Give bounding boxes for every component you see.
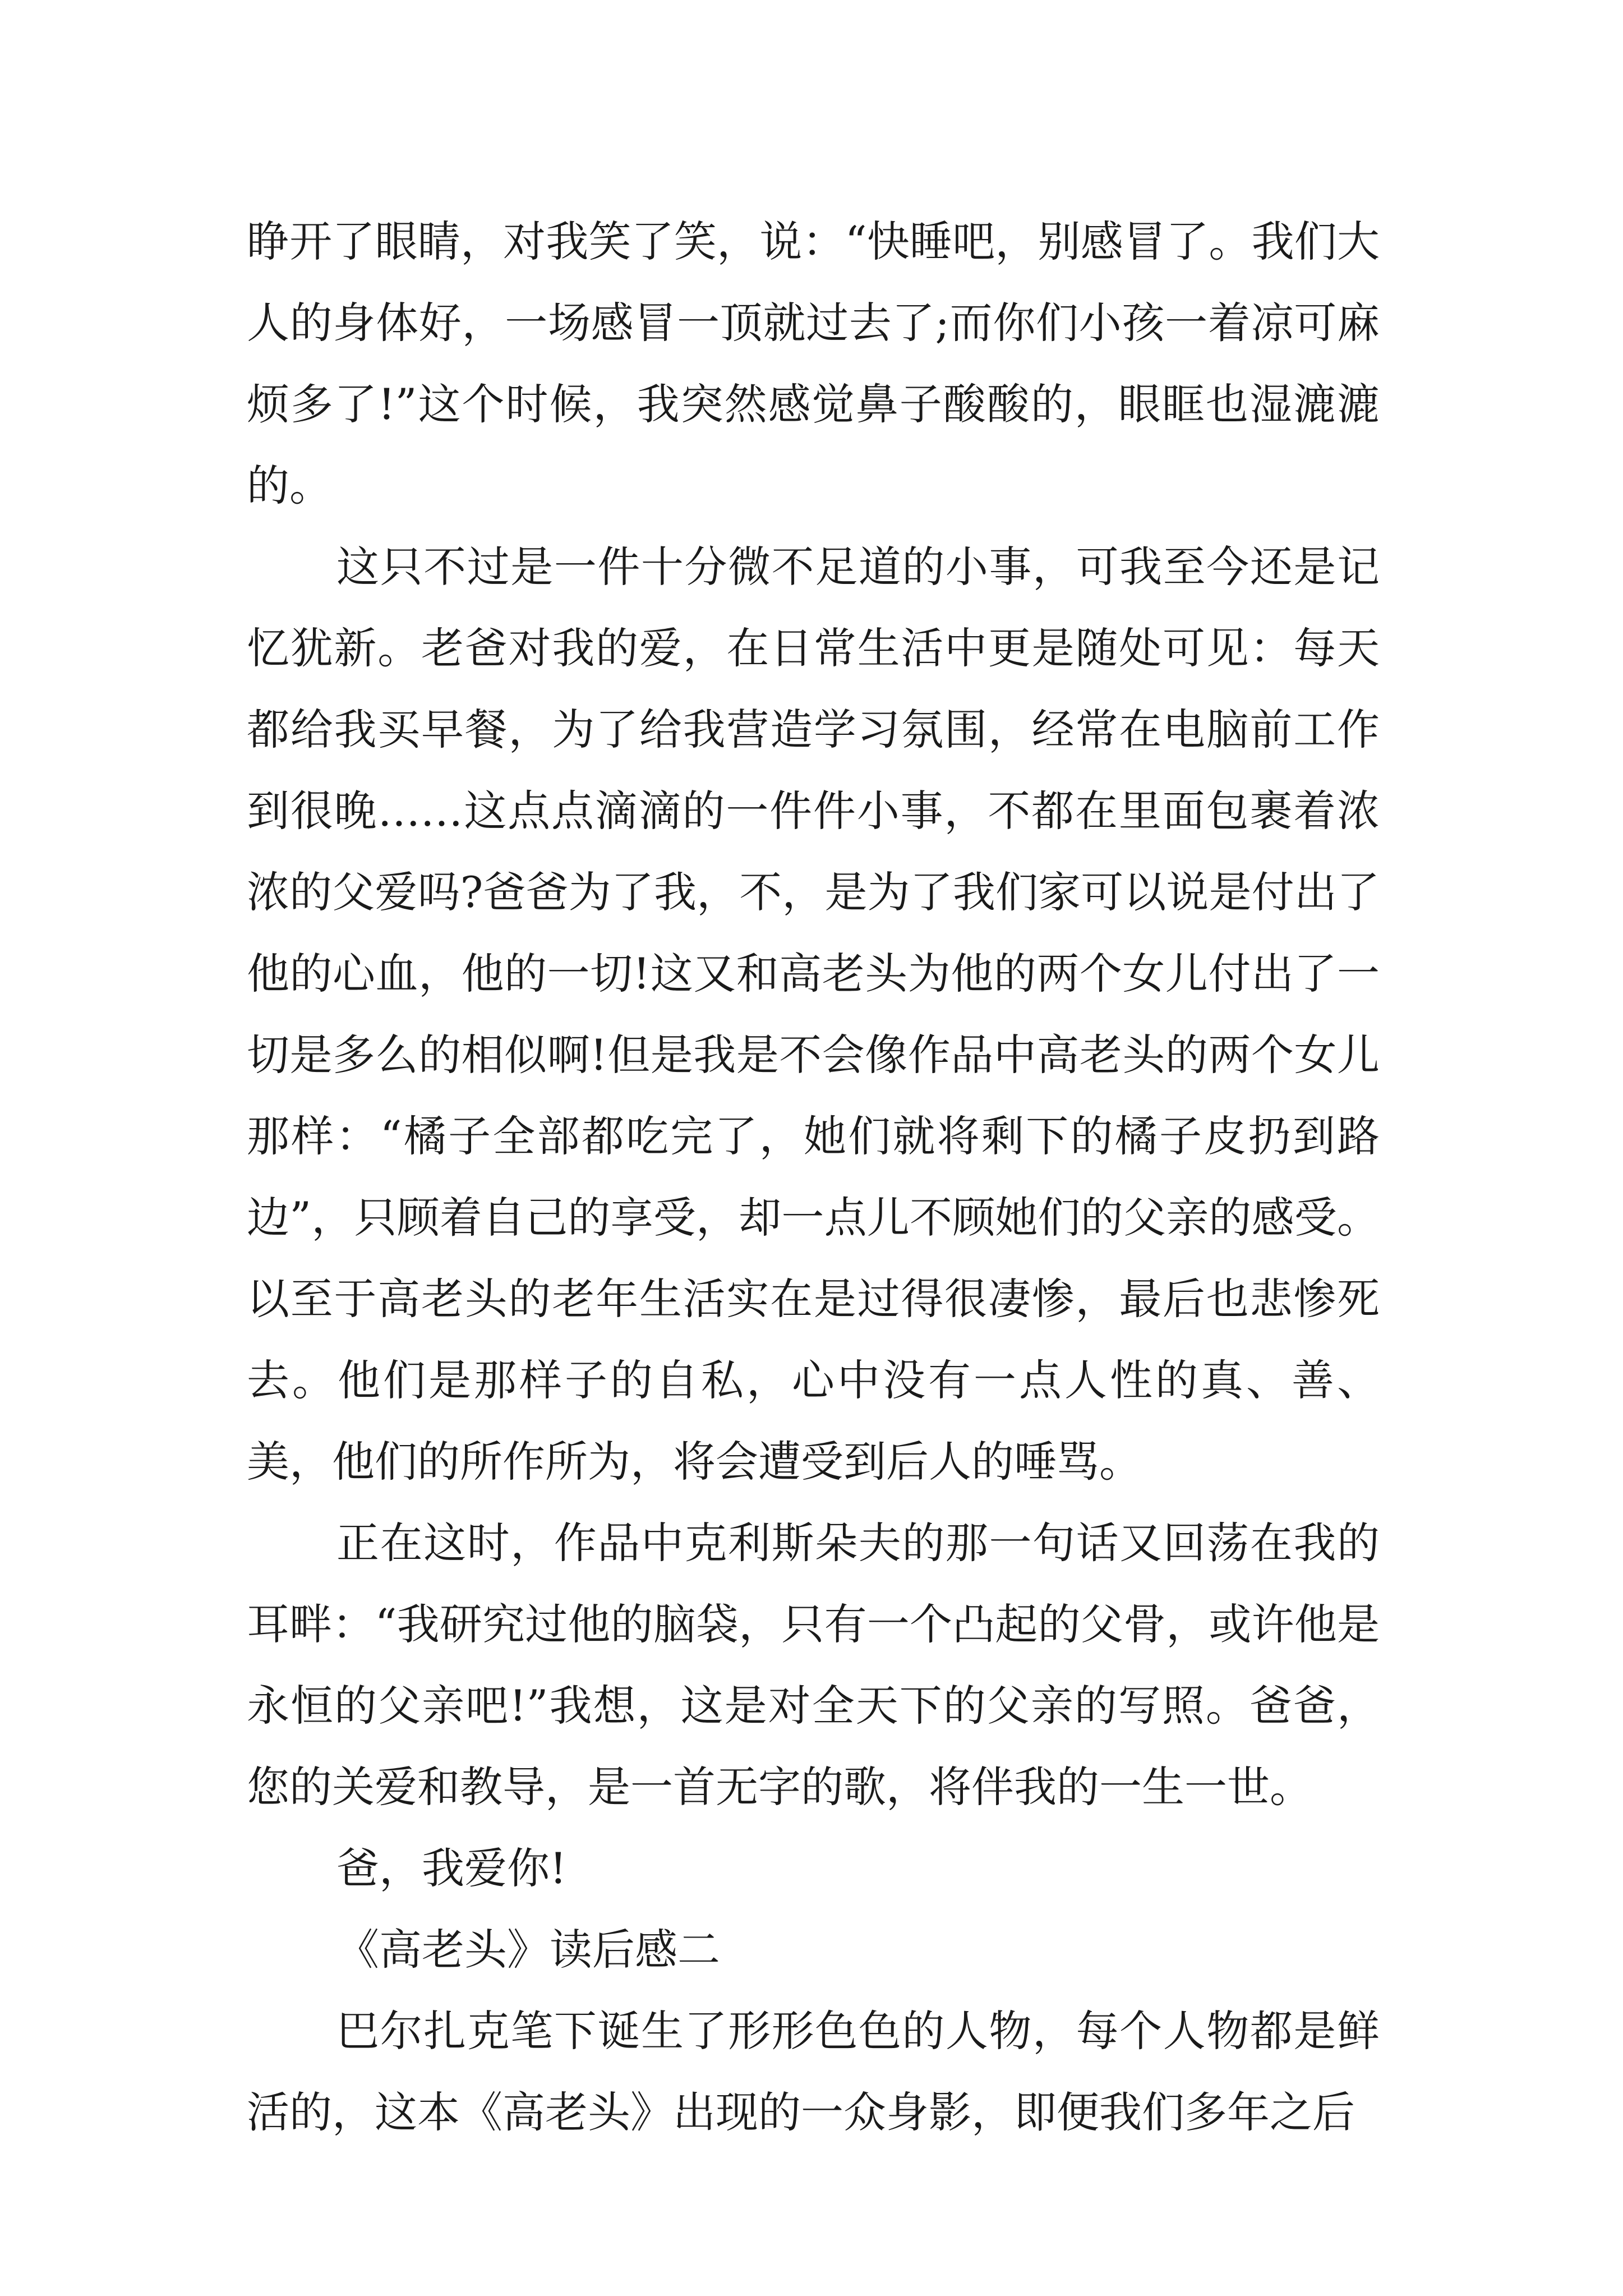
document-body [247, 201, 1380, 2153]
paragraph-balzac: 巴尔扎克笔下诞生了形形色色的人物，每个人物都是鲜活的，这本《高老头》出现的一众身影，即便我们多年之后 [247, 2006, 1380, 2137]
paragraph-father-love: 这只不过是一件十分微不足道的小事，可我至今还是记忆犹新。老爸对我的爱，在日常生活中更是随处可见：每天都给我买早餐，为了给我营造学习氛围，经常在电脑前工作到很晚……这点点滴滴的一件件小事，不都在里面包裹着浓浓的父爱吗?爸爸为了我，不，是为了我们家可以说是付出了他的心血，他的一切!这又和高老头为他的两个女儿付出了一切是多么的相似啊!但是我是不会像作品中高老头的两个女儿那样：“橘子全部都吃完了，她们就将剩下的橘子皮扔到路边”，只顾着自己的享受，却一点儿不顾她们的父亲的感受。以至于高老头的老年生活实在是过得很凄惨，最后也悲惨死去。他们是那样子的自私，心中没有一点人性的真、善、美，他们的所作所为，将会遭受到后人的唾骂。 [247, 542, 1380, 1487]
section-heading: 《高老头》读后感二 [336, 1925, 720, 1975]
paragraph-continued: 睁开了眼睛，对我笑了笑，说：“快睡吧，别感冒了。我们大人的身体好，一场感冒一顶就过去了;而你们小孩一着凉可麻烦多了!”这个时候，我突然感觉鼻子酸酸的，眼眶也湿漉漉的。 [247, 217, 1380, 510]
paragraph-christophe-quote: 正在这时，作品中克利斯朵夫的那一句话又回荡在我的耳畔：“我研究过他的脑袋，只有一个凸起的父骨，或许他是永恒的父亲吧!”我想，这是对全天下的父亲的写照。爸爸，您的关爱和教导，是一首无字的歌，将伴我的一生一世。 [247, 1518, 1380, 1812]
paragraph-love-you: 爸，我爱你! [336, 1843, 567, 1893]
